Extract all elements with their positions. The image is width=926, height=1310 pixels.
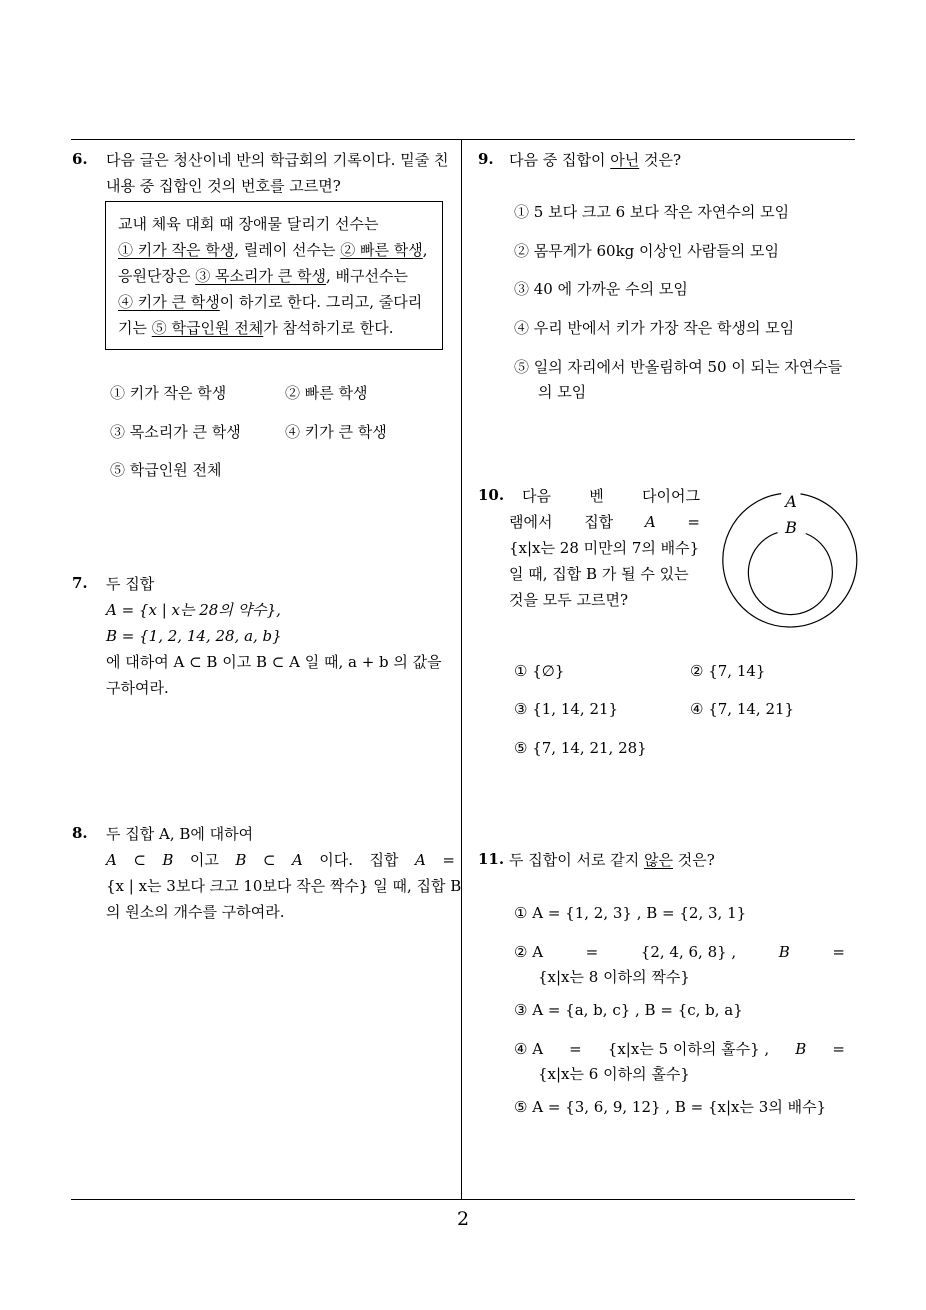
choice-2-continued: {x|x는 8 이하의 짝수} [538, 968, 690, 986]
choice-2: ② A = {2, 4, 6, 8} , B = [514, 943, 845, 961]
choice-3: ③ {1, 14, 21} [514, 700, 619, 718]
choice-4-continued: {x|x는 6 이하의 홀수} [538, 1065, 690, 1083]
choice-1: ① {∅} [514, 662, 565, 680]
choice-1: ① 키가 작은 학생 [110, 384, 227, 402]
choice-3: ③ A = {a, b, c} , B = {c, b, a} [514, 1001, 743, 1019]
question-number: 8. [72, 824, 88, 842]
choice-2: ② 빠른 학생 [285, 384, 368, 402]
question-stem-line: 다음 글은 청산이네 반의 학급회의 기록이다. 밑줄 친 [106, 151, 449, 169]
question-stem-line: 두 집합 [106, 575, 155, 593]
question-stem-line: 다음 벤 다이어그 [522, 487, 700, 505]
venn-diagram [718, 488, 863, 633]
column-divider [461, 139, 462, 1200]
question-number: 6. [72, 150, 88, 168]
choice-5: ⑤ {7, 14, 21, 28} [514, 739, 647, 757]
choice-1: ① A = {1, 2, 3} , B = {2, 3, 1} [514, 904, 747, 922]
choice-4: ④ {7, 14, 21} [690, 700, 795, 718]
box-line: 교내 체육 대회 때 장애물 달리기 선수는 [118, 215, 379, 233]
question-number: 10. [478, 486, 505, 504]
question-number: 11. [478, 850, 505, 868]
choice-1: ① 5 보다 크고 6 보다 작은 자연수의 모임 [514, 203, 790, 221]
question-stem-line: 구하여라. [106, 679, 169, 697]
choice-2: ② 몸무게가 60kg 이상인 사람들의 모임 [514, 242, 779, 260]
choice-3: ③ 40 에 가까운 수의 모임 [514, 280, 688, 298]
choice-2: ② {7, 14} [690, 662, 766, 680]
venn-label-b: B [785, 518, 797, 537]
inner-circle-b [748, 533, 832, 615]
question-stem: 두 집합이 서로 같지 않은 것은? [509, 851, 715, 869]
choice-5-continued: 의 모임 [538, 383, 587, 401]
choice-5: ⑤ 학급인원 전체 [110, 461, 222, 479]
choice-5: ⑤ A = {3, 6, 9, 12} , B = {x|x는 3의 배수} [514, 1098, 827, 1116]
set-a-definition: A = {x | x는 28의 약수}, [106, 601, 281, 619]
top-rule [71, 139, 855, 140]
question-stem: 다음 중 집합이 아닌 것은? [509, 151, 682, 169]
outer-circle-a [723, 494, 857, 627]
question-number: 9. [478, 150, 494, 168]
box-line: 응원단장은 ③ 목소리가 큰 학생, 배구선수는 [118, 267, 408, 285]
question-stem-line: 내용 중 집합인 것의 번호를 고르면? [106, 177, 341, 195]
question-stem-line: {x | x는 3보다 크고 10보다 작은 짝수} 일 때, 집합 B [106, 877, 462, 895]
choice-4: ④ A = {x|x는 5 이하의 홀수} , B = [514, 1040, 845, 1058]
choice-4: ④ 키가 큰 학생 [285, 423, 387, 441]
question-number: 7. [72, 574, 88, 592]
box-line: ① 키가 작은 학생, 릴레이 선수는 ② 빠른 학생, [118, 241, 428, 259]
page-number: 2 [456, 1208, 470, 1230]
choice-3: ③ 목소리가 큰 학생 [110, 423, 241, 441]
question-stem-line: 램에서 집합 A = [509, 513, 700, 531]
venn-label-a: A [785, 492, 797, 511]
question-stem-line: {x|x는 28 미만의 7의 배수} [509, 539, 700, 557]
choice-5: ⑤ 일의 자리에서 반올림하여 50 이 되는 자연수들 [514, 358, 843, 376]
question-stem-line: A ⊂ B 이고 B ⊂ A 이다. 집합 A = [106, 851, 455, 869]
set-b-definition: B = {1, 2, 14, 28, a, b} [106, 627, 282, 645]
box-line: 기는 ⑤ 학급인원 전체가 참석하기로 한다. [118, 319, 394, 337]
choice-4: ④ 우리 반에서 키가 가장 작은 학생의 모임 [514, 319, 795, 337]
question-stem-line: 일 때, 집합 B 가 될 수 있는 [509, 565, 689, 583]
question-stem-line: 에 대하여 A ⊂ B 이고 B ⊂ A 일 때, a + b 의 값을 [106, 653, 442, 671]
box-line: ④ 키가 큰 학생이 하기로 한다. 그리고, 줄다리 [118, 293, 423, 311]
question-stem-line: 두 집합 A, B에 대하여 [106, 825, 254, 843]
bottom-rule [71, 1199, 855, 1200]
question-stem-line: 것을 모두 고르면? [509, 591, 629, 609]
question-stem-line: 의 원소의 개수를 구하여라. [106, 903, 285, 921]
